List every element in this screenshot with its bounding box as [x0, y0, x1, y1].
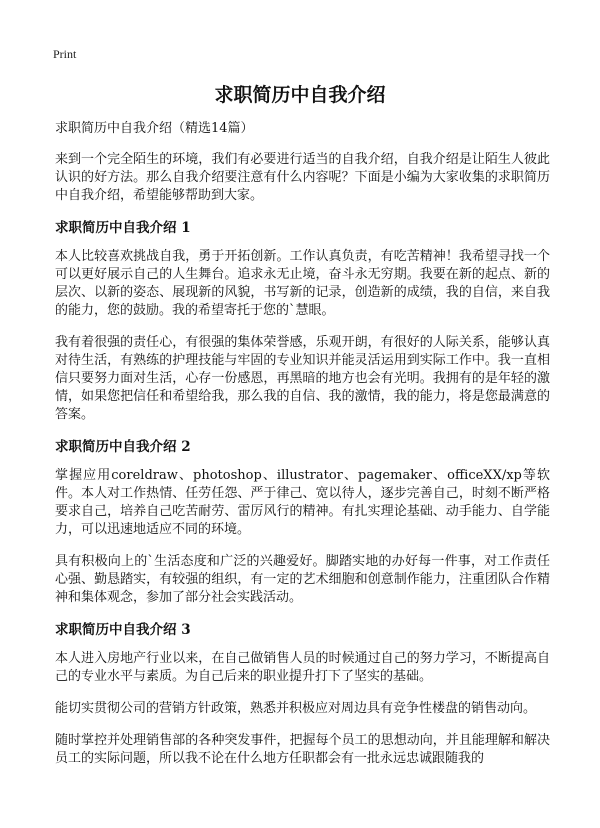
section-heading-2: 求职简历中自我介绍 2 — [55, 439, 191, 455]
section-1-paragraph-1: 本人比较喜欢挑战自我，勇于开拓创新。工作认真负责，有吃苦精神！我希望寻找一个可以更好展示自己的人生舞台。追求永无止境，奋斗永无穷期。我要在新的起点、新的层次、以新的姿态、展现新的风貌，书写新的记录，创造新的成绩，我的自信，来自我的能力，您的鼓励。我的希望寄托于您的`慧眼。 — [55, 249, 550, 318]
section-3-paragraph-2: 能切实贯彻公司的营销方针政策，熟悉并积极应对周边具有竞争性楼盘的销售动向。 — [55, 701, 537, 716]
section-1-paragraph-2: 我有着很强的责任心，有很强的集体荣誉感，乐观开朗，有很好的人际关系，能够认真对待生活，有熟练的护理技能与牢固的专业知识并能灵活运用到实际工作中。我一直相信只要努力面对生活，心存一份感恩，再黑暗的地方也会有光明。我拥有的是年轻的激情，如果您把信任和希望给我，那么我的自信、我的激情，我的能力，将是您最满意的答案。 — [55, 335, 550, 422]
intro-paragraph: 来到一个完全陌生的环境，我们有必要进行适当的自我介绍，自我介绍是让陌生人彼此认识的好方法。那么自我介绍要注意有什么内容呢？下面是小编为大家收集的求职简历中自我介绍，希望能够帮助到大家。 — [55, 152, 550, 203]
section-3-paragraph-3: 随时掌控并处理销售部的各种突发事件，把握每个员工的思想动向，并且能理解和解决员工的实际问题，所以我不论在什么地方任职都会有一批永远忠诚跟随我的 — [55, 733, 550, 766]
article-subtitle: 求职简历中自我介绍（精选14篇） — [55, 121, 254, 136]
section-3-paragraph-1: 本人进入房地产行业以来，在自己做销售人员的时候通过自己的努力学习，不断提高自己的专业水平与素质。为自己后来的职业提升打下了坚实的基础。 — [55, 651, 550, 684]
section-heading-1: 求职简历中自我介绍 1 — [55, 220, 191, 236]
section-heading-3: 求职简历中自我介绍 3 — [55, 622, 191, 638]
page-title: 求职简历中自我介绍 — [214, 84, 386, 106]
section-2-paragraph-2: 具有积极向上的`生活态度和广泛的兴趣爱好。脚踏实地的办好每一件事，对工作责任心强、勤恳踏实，有较强的组织，有一定的艺术细胞和创意制作能力，注重团队合作精神和集体观念，参加了部分社会实践活动。 — [55, 554, 550, 605]
section-2-paragraph-1: 掌握应用coreldraw、photoshop、illustrator、pagemaker、officeXX/xp等软件。本人对工作热情、任劳任怨、严于律己、宽以待人，逐步完善自己，时刻不断严格要求自己，培养自己吃苦耐劳、雷厉风行的精神。有扎实理论基础、动手能力、自学能力，可以迅速地适应不同的环境。 — [55, 468, 550, 537]
article-body — [55, 120, 550, 782]
print-link[interactable]: Print — [53, 47, 77, 61]
